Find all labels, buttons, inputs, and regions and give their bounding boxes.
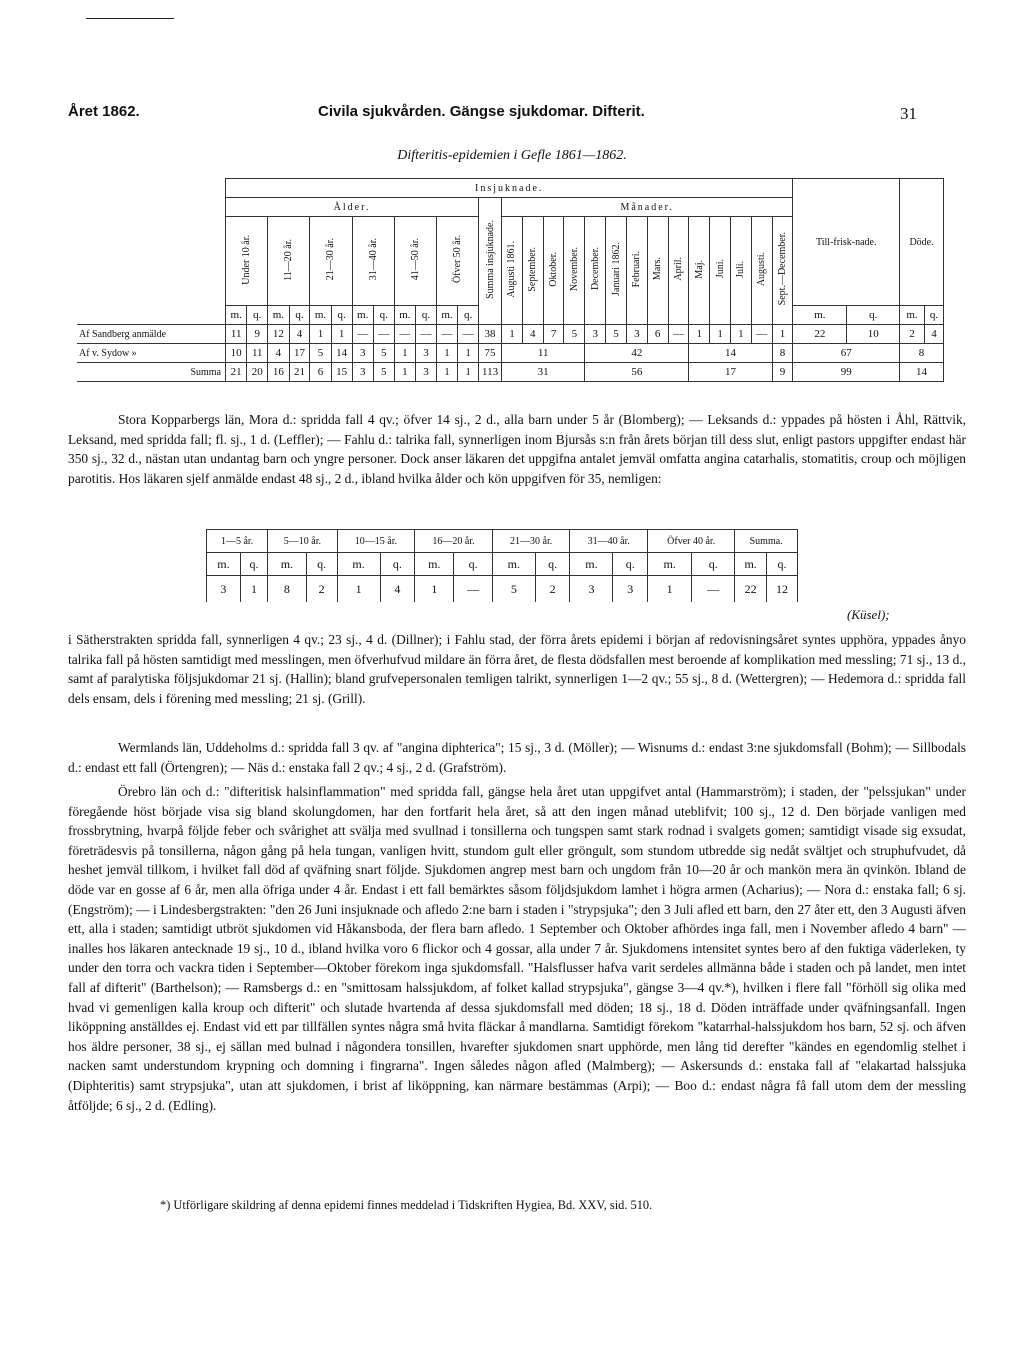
- cell: —: [436, 325, 457, 344]
- age-value: 2: [306, 576, 337, 603]
- age-col: Öfver 50 år.: [451, 235, 463, 284]
- mq-m: m.: [570, 553, 613, 576]
- cell: 5: [373, 363, 394, 382]
- mq-m: m.: [268, 306, 289, 325]
- paragraph-wermland: [68, 738, 966, 777]
- age-value: 5: [492, 576, 535, 603]
- age-value: 3: [570, 576, 613, 603]
- cell: 42: [585, 344, 689, 363]
- mq-q: q.: [613, 553, 648, 576]
- age-value: —: [692, 576, 735, 603]
- mq-q: q.: [373, 306, 394, 325]
- cell: 31: [502, 363, 585, 382]
- age-value: 4: [380, 576, 415, 603]
- mq-q: q.: [380, 553, 415, 576]
- cell: 1: [730, 325, 751, 344]
- age-value: 3: [207, 576, 241, 603]
- cell: 67: [793, 344, 900, 363]
- cell: —: [373, 325, 394, 344]
- age-value: —: [454, 576, 492, 603]
- cell: 14: [689, 344, 772, 363]
- cell: 3: [585, 325, 606, 344]
- month-col: Mars.: [652, 257, 664, 281]
- cell: 99: [793, 363, 900, 382]
- mq-m: m.: [337, 553, 380, 576]
- mq-q: q.: [454, 553, 492, 576]
- mq-m: m.: [226, 306, 247, 325]
- cell: 3: [626, 325, 647, 344]
- cell: 17: [689, 363, 772, 382]
- cell: 6: [647, 325, 668, 344]
- cell: 4: [268, 344, 289, 363]
- cell: 7: [543, 325, 564, 344]
- mq-q: q.: [847, 306, 900, 325]
- paragraph-kopparberg: [68, 410, 966, 488]
- cell: 4: [289, 325, 310, 344]
- cell: 21: [226, 363, 247, 382]
- table-caption: Difteritis-epidemien i Gefle 1861—1862.: [397, 148, 627, 163]
- tillfrisk-header: Till-frisk-nade.: [793, 179, 900, 306]
- cell: 11: [226, 325, 247, 344]
- cell: 5: [373, 344, 394, 363]
- age-head: Öfver 40 år.: [648, 530, 735, 553]
- cell: —: [458, 325, 479, 344]
- cell: 15: [331, 363, 352, 382]
- mq-q: q.: [458, 306, 479, 325]
- paragraph-text: Wermlands län, Uddeholms d.: spridda fall 3 qv. af "angina diphterica"; 15 sj., 3 d. (Möller); — Wisnums d.: endast 3:ne sjukdomsfall (Bohm); — Sillbodals d.: endast ett fall (Örtengren); — Näs d.: enstaka fall 2 qv.; 4 sj., 2 d. (Grafström).: [68, 740, 966, 775]
- age-value: 1: [240, 576, 267, 603]
- paragraph-text: Stora Kopparbergs län, Mora d.: spridda fall 4 qv.; öfver 14 sj., 2 d., alla barn under 5 år (Blomberg); — Leksands d.: yppades på hösten i Åhl, Rättvik, Leksand, med spridda fall; fl. sj., 1 d. (Leffler); — Fahlu d.: talrika fall, synnerligen inom Bjursås s:n från årets början till dess slut, enligt pastors uppgifter endast här 350 sj., 32 d., nästan utan undantag barn och yngre personer. Dock anser läkaren det uppgifna antalet jemväl omfatta angina catarhalis, stomatitis, croup och möjligen parotitis. Hos läkaren sjelf anmälde endast 48 sj., 2 d., ibland hvilka ålder och kön uppgifven för 35, nemligen:: [68, 412, 966, 486]
- cell: 113: [479, 363, 502, 382]
- age-value: 8: [268, 576, 306, 603]
- age-col: 41—50 år.: [409, 238, 421, 281]
- mq-m: m.: [793, 306, 847, 325]
- page-number: 31: [900, 104, 917, 123]
- epidemic-table: [77, 178, 944, 382]
- age-head: 10—15 år.: [337, 530, 415, 553]
- month-header: Månader.: [502, 198, 793, 217]
- cell: —: [751, 325, 772, 344]
- month-col: Sept.—December.: [777, 232, 788, 306]
- mq-m: m.: [268, 553, 306, 576]
- header-year: Året 1862.: [68, 103, 140, 120]
- cell: 56: [585, 363, 689, 382]
- mq-m: m.: [310, 306, 331, 325]
- cell: 9: [247, 325, 268, 344]
- cell: 3: [416, 363, 437, 382]
- cell: 38: [479, 325, 502, 344]
- row-label: Summa: [77, 363, 226, 382]
- age-head: 1—5 år.: [207, 530, 268, 553]
- cell: 11: [502, 344, 585, 363]
- row-label: Af v. Sydow »: [77, 344, 226, 363]
- mq-q: q.: [416, 306, 437, 325]
- cell: 1: [689, 325, 710, 344]
- cell: —: [352, 325, 373, 344]
- cell: 1: [502, 325, 523, 344]
- paragraph-sather: [68, 630, 966, 708]
- cell: 1: [310, 325, 331, 344]
- cell: 8: [772, 344, 793, 363]
- cell: 1: [458, 363, 479, 382]
- cell: 75: [479, 344, 502, 363]
- row-label: Af Sandberg anmälde: [77, 325, 226, 344]
- month-col: Maj.: [693, 259, 705, 279]
- cell: 5: [310, 344, 331, 363]
- summa-col: Summa insjuknade.: [484, 220, 496, 299]
- mq-m: m.: [352, 306, 373, 325]
- mq-q: q.: [535, 553, 570, 576]
- age-value: 3: [613, 576, 648, 603]
- age-head: Summa.: [735, 530, 798, 553]
- cell: 12: [268, 325, 289, 344]
- mq-q: q.: [289, 306, 310, 325]
- month-col: September.: [527, 246, 539, 292]
- mq-m: m.: [394, 306, 415, 325]
- mq-m: m.: [436, 306, 457, 325]
- cell: 4: [522, 325, 543, 344]
- cell: 11: [247, 344, 268, 363]
- mq-m: m.: [735, 553, 767, 576]
- group-header: Insjuknade.: [226, 179, 793, 198]
- cell: 3: [352, 344, 373, 363]
- month-col: November.: [568, 246, 580, 292]
- mq-m: m.: [207, 553, 241, 576]
- month-col: Juli.: [735, 260, 747, 278]
- cell: 4: [924, 325, 943, 344]
- age-table-signature: (Küsel);: [847, 607, 890, 622]
- age-value: 22: [735, 576, 767, 603]
- cell: 10: [847, 325, 900, 344]
- age-col: 11—20 år.: [283, 238, 295, 281]
- cell: 8: [900, 344, 944, 363]
- header-title: Civila sjukvården. Gängse sjukdomar. Difterit.: [318, 103, 645, 120]
- footnote: *) Utförligare skildring af denna epidemi finnes meddelad i Tidskriften Hygiea, Bd. XXV, sid. 510.: [160, 1198, 653, 1212]
- cell: —: [416, 325, 437, 344]
- month-col: April.: [672, 257, 684, 281]
- cell: 1: [772, 325, 793, 344]
- cell: 1: [436, 363, 457, 382]
- age-value: 2: [535, 576, 570, 603]
- cell: 1: [436, 344, 457, 363]
- cell: 1: [458, 344, 479, 363]
- age-value: 1: [337, 576, 380, 603]
- age-head: 21—30 år.: [492, 530, 570, 553]
- age-value: 12: [766, 576, 797, 603]
- cell: 1: [331, 325, 352, 344]
- cell: —: [394, 325, 415, 344]
- cell: 5: [564, 325, 585, 344]
- mq-q: q.: [240, 553, 267, 576]
- age-head: 5—10 år.: [268, 530, 337, 553]
- cell: 5: [606, 325, 627, 344]
- cell: 16: [268, 363, 289, 382]
- age-head: 31—40 år.: [570, 530, 648, 553]
- mq-m: m.: [415, 553, 454, 576]
- cell: 22: [793, 325, 847, 344]
- cell: 14: [331, 344, 352, 363]
- cell: 2: [900, 325, 925, 344]
- cell: 10: [226, 344, 247, 363]
- paragraph-text: i Sätherstrakten spridda fall, synnerligen 4 qv.; 23 sj., 4 d. (Dillner); i Fahlu stad, der förra årets epidemi i början af redovisningsåret syntes upphöra, yppades ånyo talrika fall på hösten samtidigt med messlingen, men öfverhufvud mildare än förra året, de flesta dödsfallen mest beroende af komplikation med messling; 71 sj., 13 d., samt af paralytiska följsjukdomar 21 sj. (Hallin); bland grufvepersonalen temligen talrikt, synnerligen 1—2 qv.; 55 sj., 8 d. (Wettergren); — Hedemora d.: spridda fall dels ensam, dels i förening med messling; 21 sj. (Grill).: [68, 632, 966, 706]
- cell: 9: [772, 363, 793, 382]
- cell: 17: [289, 344, 310, 363]
- mq-m: m.: [492, 553, 535, 576]
- month-col: December.: [589, 247, 601, 291]
- age-col: 31—40 år.: [367, 238, 379, 281]
- month-col: Februari.: [631, 250, 643, 288]
- month-col: Oktober.: [548, 251, 560, 287]
- month-col: Juni.: [714, 259, 726, 279]
- age-value: 1: [648, 576, 692, 603]
- cell: 3: [416, 344, 437, 363]
- cell: 6: [310, 363, 331, 382]
- age-value: 1: [415, 576, 454, 603]
- paragraph-text: Örebro län och d.: "difteritisk halsinflammation" med spridda fall, gängse hela året utan uppgifvet antal (Hammarström); i staden, der "pelssjukan" under föregående höst började visa sig bland skolungdomen, har den fortfarit hela året, så att den ingen månad uteblifvit; 100 sj., 12 d. Den började vanligen med frossbrytning, hvarpå följde feber och svårighet att svälja med svullnad i tonsillerna och tungspen samt stark rodnad i svalgets gomen; samtidigt visade sig exsudat, företrädesvis på tonsillerna, någon gång på hela tungan, vanligen hvitt, stundom gult eller gröngult, som stundom utbredde sig nedåt svältjet och struphufvudet, då heshet jemväl tillkom, i hvilket fall död af qväfning snart följde. Sjukdomen angrep mest barn och ungdom från 10—20 år och mankön mera än qvinkön. Ibland de döde var en gosse af 6 år, men alla öfriga under 4 år. Endast i ett fall bemärktes såsom följdsjukdom lamhet i högra armen (Acharius); — Nora d.: enstaka fall; 6 sj. (Engström); — i Lindesbergstrakten: "den 26 Juni insjuknade och afledo 2:ne barn i staden i "strypsjuka"; den 3 Juli afled ett barn, den 27 åter ett, den 3 Augusti äfven ett, alla i staden; samtidigt utbröt sjukdomen vid Håkansboda, der flera barn afledo. 1 September och Oktober afhördes inga fall, men i November afledo 4 barn" — inalles hos läkaren antecknade 19 sj., 10 d., ibland hvilka voro 6 flickor och 4 gossar, alla under 7 år. Sjukdomens intensitet syntes bero af den fuktiga väderleken, ty under den torra och vackra tiden i September—Oktober förekom inga sjukdomsfall. "Halsflusser hafva varit serdeles allmänna både i staden och på landet, men intet fall af difterit" (Barthelson); — Ramsbergs d.: en "smittosam halssjukdom, af folket kallad strypsjuka", gängse 3—4 qv.*), hvilken i flere fall "förhöll sig olika med hvad vi gemenligen kalla kroup och difterit" och slutade hvartenda af dessa sjukdomsfall med döden; 18 sj., 18 d. Döden inträffade under qväfningsanfall. Ingen liköppning anställdes ej. Endast vid ett par tillfällen syntes några små hvita fläckar å mandlarna. Samtidigt förekom "katarrhal-halssjukdom hos barn, 52 sj. och äfven hos äldre personer, 38 sj., ej sällan med bulnad i någondera tonsillen, hvarefter sjukdomen snart upphörde, men lång tid derefter "kändes en egendomlig stelhet i nacken samt understundom krypning och domning i fingrarna". Ingen således någon afled (Malmberg); — Askersunds d.: enstaka fall af "elakartad halssjuka (Diphteritis) samt strypsjuka", utan att sjukdomen, i brist af liköppning, kan närmare bestämmas (Arpi); — Boo d.: endast några få fall utom dem der messling åtföljde; 6 sj., 2 d. (Edling).: [68, 784, 966, 1113]
- age-col: 21—30 år.: [325, 238, 337, 281]
- cell: —: [668, 325, 689, 344]
- cell: 21: [289, 363, 310, 382]
- age-table: [206, 529, 798, 602]
- mq-q: q.: [692, 553, 735, 576]
- mq-q: q.: [247, 306, 268, 325]
- mq-q: q.: [766, 553, 797, 576]
- month-col: Augusti.: [756, 251, 768, 287]
- mq-q: q.: [331, 306, 352, 325]
- age-header: Ålder.: [226, 198, 479, 217]
- dode-header: Döde.: [900, 179, 944, 306]
- age-col: Under 10 år.: [241, 234, 253, 285]
- month-col: Januari 1862.: [610, 242, 622, 296]
- mq-q: q.: [306, 553, 337, 576]
- mq-q: q.: [924, 306, 943, 325]
- cell: 1: [394, 344, 415, 363]
- mq-m: m.: [900, 306, 925, 325]
- cell: 3: [352, 363, 373, 382]
- top-rule: [86, 18, 174, 19]
- cell: 20: [247, 363, 268, 382]
- cell: 1: [710, 325, 731, 344]
- age-head: 16—20 år.: [415, 530, 493, 553]
- paragraph-orebro: [68, 782, 966, 1115]
- mq-m: m.: [648, 553, 692, 576]
- cell: 14: [900, 363, 944, 382]
- cell: 1: [394, 363, 415, 382]
- month-col: Augusti 1861.: [506, 240, 518, 298]
